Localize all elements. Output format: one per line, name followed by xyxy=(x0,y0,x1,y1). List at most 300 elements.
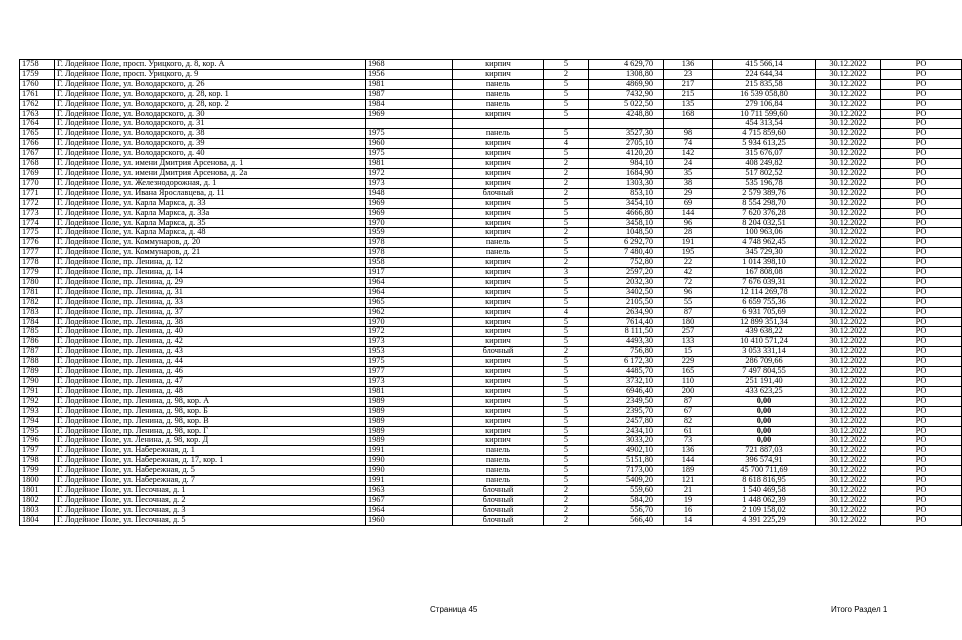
cell-residents: 19 xyxy=(664,495,713,505)
cell-build-year: 1991 xyxy=(366,446,453,456)
cell-date: 30.12.2022 xyxy=(816,396,881,406)
cell-area: 5 022,50 xyxy=(589,99,664,109)
cell-amount: 0,00 xyxy=(713,406,816,416)
cell-amount: 345 729,30 xyxy=(713,248,816,258)
cell-row-number: 1775 xyxy=(20,228,55,238)
cell-wall-material: панель xyxy=(453,476,544,486)
cell-floors: 5 xyxy=(544,129,589,139)
cell-build-year: 1969 xyxy=(366,208,453,218)
cell-address: Г. Лодейное Поле, пр. Ленина, д. 38 xyxy=(55,317,366,327)
table-row xyxy=(20,416,962,426)
table-row xyxy=(20,168,962,178)
cell-wall-material: кирпич xyxy=(453,307,544,317)
cell-row-number: 1801 xyxy=(20,485,55,495)
cell-floors: 5 xyxy=(544,99,589,109)
cell-date: 30.12.2022 xyxy=(816,386,881,396)
table-row xyxy=(20,515,962,525)
cell-row-number: 1796 xyxy=(20,436,55,446)
table-row xyxy=(20,367,962,377)
cell-build-year: 1970 xyxy=(366,218,453,228)
table-row xyxy=(20,485,962,495)
cell-date: 30.12.2022 xyxy=(816,149,881,159)
cell-wall-material: кирпич xyxy=(453,396,544,406)
table-row xyxy=(20,297,962,307)
cell-build-year: 1964 xyxy=(366,277,453,287)
cell-residents: 217 xyxy=(664,79,713,89)
cell-program: РО xyxy=(881,198,962,208)
cell-floors: 5 xyxy=(544,89,589,99)
cell-date: 30.12.2022 xyxy=(816,268,881,278)
cell-amount: 45 700 711,69 xyxy=(713,466,816,476)
cell-area: 1048,50 xyxy=(589,228,664,238)
cell-amount: 8 554 298,70 xyxy=(713,198,816,208)
cell-program: РО xyxy=(881,446,962,456)
cell-wall-material: кирпич xyxy=(453,149,544,159)
cell-amount: 0,00 xyxy=(713,416,816,426)
cell-date: 30.12.2022 xyxy=(816,347,881,357)
cell-residents: 21 xyxy=(664,485,713,495)
cell-address: Г. Лодейное Поле, ул. Володарского, д. 26 xyxy=(55,79,366,89)
cell-address: Г. Лодейное Поле, ул. Песочная, д. 1 xyxy=(55,485,366,495)
table-row xyxy=(20,446,962,456)
table-row xyxy=(20,188,962,198)
cell-date: 30.12.2022 xyxy=(816,426,881,436)
cell-area: 752,80 xyxy=(589,258,664,268)
cell-residents: 144 xyxy=(664,456,713,466)
table-row xyxy=(20,476,962,486)
cell-program: РО xyxy=(881,317,962,327)
cell-program: РО xyxy=(881,69,962,79)
cell-wall-material: кирпич xyxy=(453,218,544,228)
cell-address: Г. Лодейное Поле, пр. Ленина, д. 98, кор. В xyxy=(55,416,366,426)
cell-wall-material: кирпич xyxy=(453,317,544,327)
cell-floors: 2 xyxy=(544,228,589,238)
cell-residents: 142 xyxy=(664,149,713,159)
cell-date: 30.12.2022 xyxy=(816,327,881,337)
table-row xyxy=(20,149,962,159)
cell-amount: 224 644,34 xyxy=(713,69,816,79)
cell-wall-material: панель xyxy=(453,99,544,109)
table-row xyxy=(20,495,962,505)
cell-date: 30.12.2022 xyxy=(816,228,881,238)
cell-row-number: 1799 xyxy=(20,466,55,476)
cell-wall-material: кирпич xyxy=(453,367,544,377)
cell-wall-material xyxy=(453,119,544,129)
cell-amount: 7 497 804,55 xyxy=(713,367,816,377)
cell-floors: 5 xyxy=(544,149,589,159)
cell-residents: 29 xyxy=(664,188,713,198)
cell-floors: 5 xyxy=(544,238,589,248)
cell-program: РО xyxy=(881,436,962,446)
table-row xyxy=(20,357,962,367)
cell-date: 30.12.2022 xyxy=(816,178,881,188)
cell-wall-material: кирпич xyxy=(453,287,544,297)
cell-area: 7173,00 xyxy=(589,466,664,476)
cell-build-year: 1964 xyxy=(366,505,453,515)
cell-address: Г. Лодейное Поле, пр. Ленина, д. 37 xyxy=(55,307,366,317)
cell-residents: 74 xyxy=(664,139,713,149)
cell-row-number: 1784 xyxy=(20,317,55,327)
table-body xyxy=(20,60,962,526)
cell-program: РО xyxy=(881,159,962,169)
cell-row-number: 1783 xyxy=(20,307,55,317)
cell-area: 4902,10 xyxy=(589,446,664,456)
cell-area: 4248,80 xyxy=(589,109,664,119)
cell-row-number: 1788 xyxy=(20,357,55,367)
cell-date: 30.12.2022 xyxy=(816,79,881,89)
cell-address: Г. Лодейное Поле, ул. Карла Маркса, д. 33 xyxy=(55,198,366,208)
cell-residents: 87 xyxy=(664,396,713,406)
cell-floors: 2 xyxy=(544,159,589,169)
cell-address: Г. Лодейное Поле, ул. Карла Маркса, д. 48 xyxy=(55,228,366,238)
cell-address: Г. Лодейное Поле, ул. Ленина, д. 98, кор. Д xyxy=(55,436,366,446)
cell-floors: 2 xyxy=(544,188,589,198)
cell-residents: 195 xyxy=(664,248,713,258)
cell-date: 30.12.2022 xyxy=(816,168,881,178)
cell-area: 556,70 xyxy=(589,505,664,515)
cell-address: Г. Лодейное Поле, ул. Володарского, д. 40 xyxy=(55,149,366,159)
cell-wall-material: панель xyxy=(453,248,544,258)
cell-area: 1684,90 xyxy=(589,168,664,178)
cell-floors: 2 xyxy=(544,515,589,525)
cell-build-year: 1989 xyxy=(366,396,453,406)
cell-address: Г. Лодейное Поле, ул. имени Дмитрия Арсенова, д. 2а xyxy=(55,168,366,178)
table-row xyxy=(20,337,962,347)
table-row xyxy=(20,277,962,287)
cell-address: Г. Лодейное Поле, ул. Володарского, д. 28, кор. 2 xyxy=(55,99,366,109)
cell-area: 756,80 xyxy=(589,347,664,357)
table-row xyxy=(20,377,962,387)
cell-wall-material: блочный xyxy=(453,495,544,505)
cell-floors: 5 xyxy=(544,198,589,208)
cell-row-number: 1785 xyxy=(20,327,55,337)
cell-row-number: 1776 xyxy=(20,238,55,248)
cell-residents: 35 xyxy=(664,168,713,178)
cell-wall-material: панель xyxy=(453,466,544,476)
cell-row-number: 1764 xyxy=(20,119,55,129)
cell-floors: 2 xyxy=(544,258,589,268)
cell-amount: 1 540 469,58 xyxy=(713,485,816,495)
cell-floors xyxy=(544,119,589,129)
cell-build-year: 1917 xyxy=(366,268,453,278)
cell-wall-material: кирпич xyxy=(453,416,544,426)
cell-residents: 67 xyxy=(664,406,713,416)
cell-wall-material: кирпич xyxy=(453,208,544,218)
cell-address: Г. Лодейное Поле, просп. Урицкого, д. 8, кор. А xyxy=(55,60,366,70)
cell-residents: 165 xyxy=(664,367,713,377)
page-number: Страница 45 xyxy=(430,605,478,614)
cell-wall-material: панель xyxy=(453,89,544,99)
cell-address: Г. Лодейное Поле, ул. Песочная, д. 5 xyxy=(55,515,366,525)
cell-date: 30.12.2022 xyxy=(816,456,881,466)
cell-address: Г. Лодейное Поле, ул. Железнодорожная, д. 1 xyxy=(55,178,366,188)
table-row xyxy=(20,228,962,238)
table-row xyxy=(20,60,962,70)
cell-residents: 229 xyxy=(664,357,713,367)
cell-amount: 3 053 331,14 xyxy=(713,347,816,357)
cell-amount: 439 638,22 xyxy=(713,327,816,337)
cell-residents: 96 xyxy=(664,287,713,297)
table-row xyxy=(20,89,962,99)
cell-amount: 396 574,91 xyxy=(713,456,816,466)
cell-floors: 2 xyxy=(544,485,589,495)
cell-residents: 38 xyxy=(664,178,713,188)
cell-area: 3732,10 xyxy=(589,377,664,387)
cell-wall-material: кирпич xyxy=(453,268,544,278)
cell-build-year: 1973 xyxy=(366,337,453,347)
cell-program: РО xyxy=(881,386,962,396)
cell-program: РО xyxy=(881,178,962,188)
cell-area: 3527,30 xyxy=(589,129,664,139)
cell-amount: 5 934 613,25 xyxy=(713,139,816,149)
cell-floors: 2 xyxy=(544,168,589,178)
cell-area: 2349,50 xyxy=(589,396,664,406)
table-row xyxy=(20,347,962,357)
cell-amount: 6 931 705,69 xyxy=(713,307,816,317)
cell-address: Г. Лодейное Поле, ул. Карла Маркса, д. 33а xyxy=(55,208,366,218)
cell-address: Г. Лодейное Поле, просп. Урицкого, д. 9 xyxy=(55,69,366,79)
cell-build-year: 1968 xyxy=(366,60,453,70)
cell-amount: 408 249,82 xyxy=(713,159,816,169)
cell-build-year: 1977 xyxy=(366,367,453,377)
cell-row-number: 1774 xyxy=(20,218,55,228)
cell-amount: 0,00 xyxy=(713,436,816,446)
cell-area: 3402,50 xyxy=(589,287,664,297)
cell-residents: 14 xyxy=(664,515,713,525)
cell-date: 30.12.2022 xyxy=(816,406,881,416)
cell-build-year: 1948 xyxy=(366,188,453,198)
cell-wall-material: кирпич xyxy=(453,297,544,307)
cell-date: 30.12.2022 xyxy=(816,198,881,208)
cell-amount: 517 802,52 xyxy=(713,168,816,178)
cell-build-year: 1975 xyxy=(366,129,453,139)
housing-registry-table xyxy=(19,59,962,526)
cell-wall-material: кирпич xyxy=(453,386,544,396)
cell-floors: 5 xyxy=(544,426,589,436)
cell-address: Г. Лодейное Поле, ул. Ивана Ярославцева, д. 11 xyxy=(55,188,366,198)
table-row xyxy=(20,406,962,416)
cell-amount: 16 539 058,80 xyxy=(713,89,816,99)
cell-date: 30.12.2022 xyxy=(816,416,881,426)
cell-address: Г. Лодейное Поле, пр. Ленина, д. 33 xyxy=(55,297,366,307)
cell-row-number: 1800 xyxy=(20,476,55,486)
cell-residents: 136 xyxy=(664,446,713,456)
cell-amount: 12 899 351,34 xyxy=(713,317,816,327)
cell-wall-material: блочный xyxy=(453,347,544,357)
cell-build-year: 1978 xyxy=(366,248,453,258)
cell-address: Г. Лодейное Поле, ул. Набережная, д. 1 xyxy=(55,446,366,456)
cell-floors: 5 xyxy=(544,466,589,476)
cell-date: 30.12.2022 xyxy=(816,317,881,327)
cell-residents: 215 xyxy=(664,89,713,99)
table-row xyxy=(20,139,962,149)
cell-program: РО xyxy=(881,347,962,357)
cell-wall-material: блочный xyxy=(453,515,544,525)
cell-floors: 5 xyxy=(544,287,589,297)
cell-build-year xyxy=(366,119,453,129)
cell-address: Г. Лодейное Поле, ул. Володарского, д. 28, кор. 1 xyxy=(55,89,366,99)
cell-date: 30.12.2022 xyxy=(816,307,881,317)
cell-program: РО xyxy=(881,149,962,159)
cell-program: РО xyxy=(881,89,962,99)
cell-program: РО xyxy=(881,466,962,476)
cell-floors: 5 xyxy=(544,297,589,307)
cell-address: Г. Лодейное Поле, пр. Ленина, д. 98, кор. А xyxy=(55,396,366,406)
cell-date: 30.12.2022 xyxy=(816,297,881,307)
cell-date: 30.12.2022 xyxy=(816,436,881,446)
cell-area: 2395,70 xyxy=(589,406,664,416)
cell-wall-material: кирпич xyxy=(453,228,544,238)
cell-row-number: 1798 xyxy=(20,456,55,466)
cell-date: 30.12.2022 xyxy=(816,485,881,495)
cell-amount: 1 448 062,39 xyxy=(713,495,816,505)
cell-date: 30.12.2022 xyxy=(816,377,881,387)
cell-area: 1308,80 xyxy=(589,69,664,79)
cell-amount: 251 191,40 xyxy=(713,377,816,387)
cell-program: РО xyxy=(881,297,962,307)
cell-floors: 3 xyxy=(544,268,589,278)
cell-row-number: 1793 xyxy=(20,406,55,416)
cell-residents: 257 xyxy=(664,327,713,337)
table-row xyxy=(20,505,962,515)
cell-floors: 5 xyxy=(544,396,589,406)
cell-wall-material: блочный xyxy=(453,188,544,198)
cell-address: Г. Лодейное Поле, ул. Володарского, д. 38 xyxy=(55,129,366,139)
cell-wall-material: кирпич xyxy=(453,178,544,188)
cell-build-year: 1973 xyxy=(366,178,453,188)
cell-area: 8 111,50 xyxy=(589,327,664,337)
cell-row-number: 1770 xyxy=(20,178,55,188)
cell-row-number: 1787 xyxy=(20,347,55,357)
cell-program: РО xyxy=(881,208,962,218)
cell-program: РО xyxy=(881,258,962,268)
cell-area: 2434,10 xyxy=(589,426,664,436)
cell-date: 30.12.2022 xyxy=(816,466,881,476)
cell-area: 7432,90 xyxy=(589,89,664,99)
table-row xyxy=(20,287,962,297)
cell-program: РО xyxy=(881,218,962,228)
cell-area: 5409,20 xyxy=(589,476,664,486)
cell-date: 30.12.2022 xyxy=(816,69,881,79)
cell-amount: 215 835,58 xyxy=(713,79,816,89)
cell-floors: 5 xyxy=(544,79,589,89)
table-row xyxy=(20,456,962,466)
table-row xyxy=(20,109,962,119)
cell-amount: 7 620 376,28 xyxy=(713,208,816,218)
cell-amount: 6 659 755,36 xyxy=(713,297,816,307)
cell-residents: 22 xyxy=(664,258,713,268)
cell-floors: 5 xyxy=(544,416,589,426)
cell-amount: 0,00 xyxy=(713,426,816,436)
cell-amount: 10 410 571,24 xyxy=(713,337,816,347)
table-row xyxy=(20,307,962,317)
cell-row-number: 1767 xyxy=(20,149,55,159)
cell-amount: 454 313,54 xyxy=(713,119,816,129)
cell-program: РО xyxy=(881,248,962,258)
cell-row-number: 1780 xyxy=(20,277,55,287)
table-row xyxy=(20,129,962,139)
cell-floors: 5 xyxy=(544,476,589,486)
cell-build-year: 1981 xyxy=(366,159,453,169)
cell-residents xyxy=(664,119,713,129)
cell-program: РО xyxy=(881,109,962,119)
cell-residents: 136 xyxy=(664,60,713,70)
cell-program: РО xyxy=(881,377,962,387)
cell-residents: 87 xyxy=(664,307,713,317)
cell-residents: 135 xyxy=(664,99,713,109)
cell-residents: 144 xyxy=(664,208,713,218)
cell-address: Г. Лодейное Поле, ул. Володарского, д. 31 xyxy=(55,119,366,129)
cell-address: Г. Лодейное Поле, пр. Ленина, д. 43 xyxy=(55,347,366,357)
cell-date: 30.12.2022 xyxy=(816,515,881,525)
cell-area: 7 480,40 xyxy=(589,248,664,258)
cell-area: 1303,30 xyxy=(589,178,664,188)
cell-date: 30.12.2022 xyxy=(816,188,881,198)
cell-residents: 180 xyxy=(664,317,713,327)
cell-wall-material: кирпич xyxy=(453,406,544,416)
cell-row-number: 1789 xyxy=(20,367,55,377)
cell-build-year: 1969 xyxy=(366,198,453,208)
cell-amount: 315 676,07 xyxy=(713,149,816,159)
cell-row-number: 1759 xyxy=(20,69,55,79)
cell-floors: 5 xyxy=(544,456,589,466)
cell-floors: 5 xyxy=(544,337,589,347)
cell-area: 3458,10 xyxy=(589,218,664,228)
cell-wall-material: кирпич xyxy=(453,198,544,208)
cell-address: Г. Лодейное Поле, пр. Ленина, д. 47 xyxy=(55,377,366,387)
cell-amount: 286 709,66 xyxy=(713,357,816,367)
cell-program: РО xyxy=(881,60,962,70)
cell-floors: 5 xyxy=(544,367,589,377)
cell-date: 30.12.2022 xyxy=(816,99,881,109)
cell-wall-material: блочный xyxy=(453,485,544,495)
cell-wall-material: панель xyxy=(453,238,544,248)
cell-residents: 200 xyxy=(664,386,713,396)
cell-floors: 5 xyxy=(544,218,589,228)
cell-residents: 69 xyxy=(664,198,713,208)
cell-program: РО xyxy=(881,515,962,525)
cell-area: 6946,40 xyxy=(589,386,664,396)
table-row xyxy=(20,69,962,79)
cell-wall-material: кирпич xyxy=(453,258,544,268)
cell-floors: 2 xyxy=(544,178,589,188)
cell-row-number: 1760 xyxy=(20,79,55,89)
cell-area: 6 292,70 xyxy=(589,238,664,248)
cell-row-number: 1782 xyxy=(20,297,55,307)
cell-floors: 2 xyxy=(544,505,589,515)
cell-wall-material: блочный xyxy=(453,505,544,515)
cell-wall-material: кирпич xyxy=(453,109,544,119)
cell-row-number: 1773 xyxy=(20,208,55,218)
cell-area: 2705,10 xyxy=(589,139,664,149)
cell-floors: 5 xyxy=(544,406,589,416)
cell-floors: 2 xyxy=(544,495,589,505)
cell-row-number: 1794 xyxy=(20,416,55,426)
cell-address: Г. Лодейное Поле, ул. Песочная, д. 2 xyxy=(55,495,366,505)
cell-address: Г. Лодейное Поле, пр. Ленина, д. 14 xyxy=(55,268,366,278)
table-row xyxy=(20,317,962,327)
cell-area: 4869,90 xyxy=(589,79,664,89)
table-row xyxy=(20,436,962,446)
cell-amount: 10 711 599,60 xyxy=(713,109,816,119)
cell-residents: 15 xyxy=(664,347,713,357)
cell-floors: 2 xyxy=(544,347,589,357)
cell-floors: 5 xyxy=(544,357,589,367)
cell-build-year: 1964 xyxy=(366,287,453,297)
cell-program: РО xyxy=(881,238,962,248)
cell-wall-material: панель xyxy=(453,446,544,456)
cell-wall-material: панель xyxy=(453,129,544,139)
